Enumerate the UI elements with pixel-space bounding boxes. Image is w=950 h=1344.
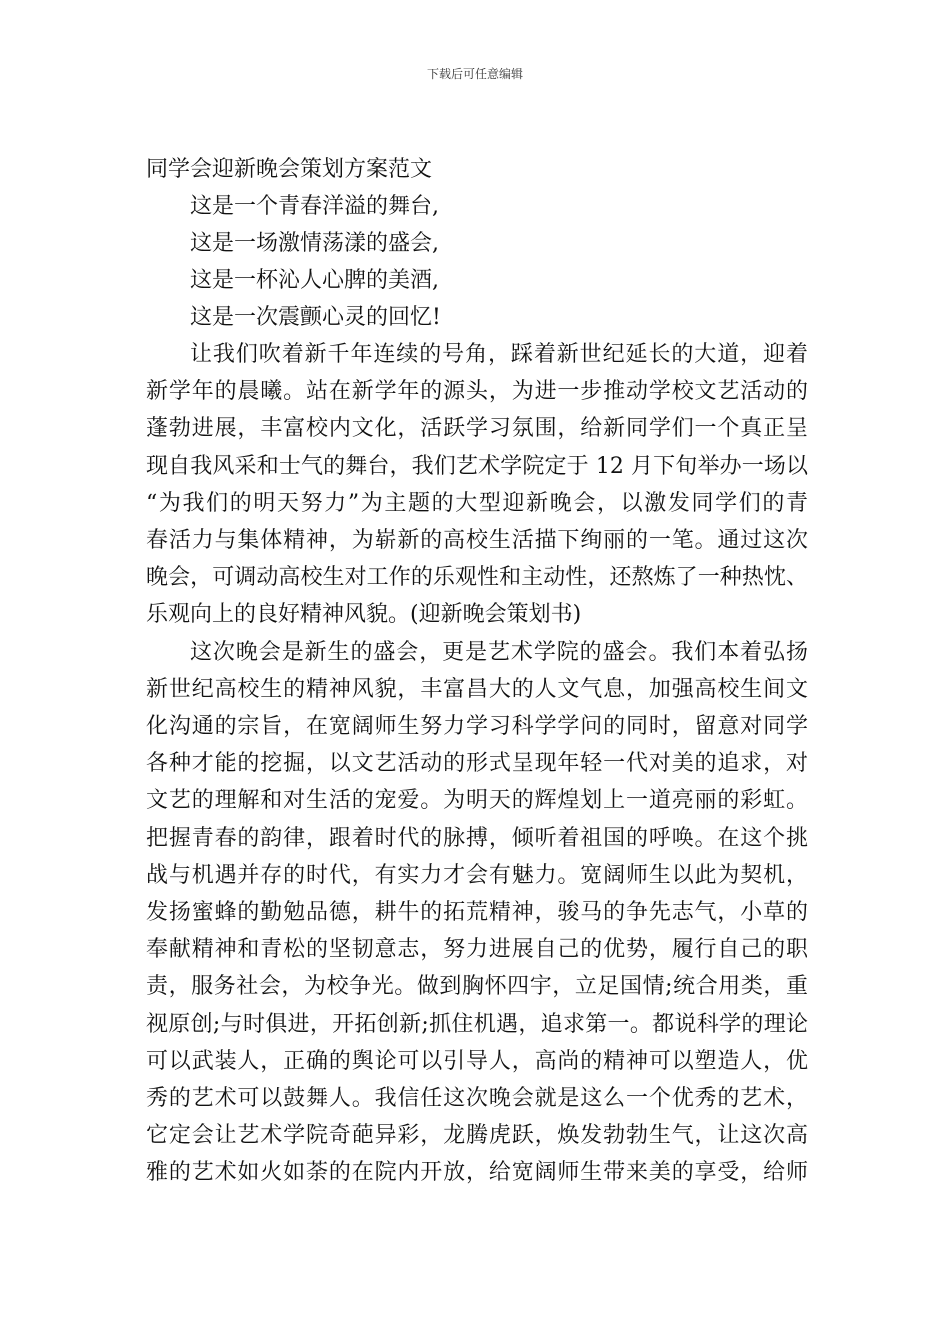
poem-line: 这是一次震颤心灵的回忆! [190,305,441,330]
paragraph-line: 这次晚会是新生的盛会，更是艺术学院的盛会。我们本着弘扬 [190,639,808,665]
paragraph-line: 让我们吹着新千年连续的号角，踩着新世纪延长的大道，迎着 [190,342,808,367]
paragraph-line: 晚会，可调动高校生对工作的乐观性和主动性，还熬炼了一种热忱、 [146,565,808,591]
paragraph-line: 可以武装人，正确的舆论可以引导人，高尚的精神可以塑造人，优 [146,1048,808,1074]
paragraph-line: 乐观向上的良好精神风貌。(迎新晚会策划书) [146,602,582,628]
poem-line: 这是一场激情荡漾的盛会, [190,231,439,256]
paragraph-intro [146,336,808,634]
paragraph-line: 新世纪高校生的精神风貌，丰富昌大的人文气息，加强高校生间文 [146,676,808,702]
paragraph-line: 秀的艺术可以鼓舞人。我信任这次晚会就是这么一个优秀的艺术， [146,1086,808,1112]
poem-line: 这是一个青春洋溢的舞台, [190,194,439,219]
paragraph-line: 它定会让艺术学院奇葩异彩，龙腾虎跃，焕发勃勃生气，让这次高 [146,1123,808,1149]
poem-block [146,188,808,336]
paragraph-line: 各种才能的挖掘，以文艺活动的形式呈现年轻一代对美的追求，对 [146,751,808,777]
document-content [146,151,808,1192]
paragraph-line: 雅的艺术如火如荼的在院内开放，给宽阔师生带来美的享受，给师 [146,1160,808,1186]
paragraph-line: 蓬勃进展，丰富校内文化，活跃学习氛围，给新同学们一个真正呈 [146,416,808,442]
paragraph-line: 发扬蜜蜂的勤勉品德，耕牛的拓荒精神，骏马的争先志气，小草的 [146,900,808,926]
paragraph-line: 奉献精神和青松的坚韧意志，努力进展自己的优势，履行自己的职 [146,937,808,963]
paragraph-line: 春活力与集体精神，为崭新的高校生活描下绚丽的一笔。通过这次 [146,528,808,554]
paragraph-main [146,634,808,1192]
header-note: 下载后可任意编辑 [426,67,523,81]
poem-line: 这是一杯沁人心脾的美酒, [190,268,439,293]
document-title: 同学会迎新晚会策划方案范文 [146,157,433,182]
paragraph-line: 文艺的理解和对生活的宠爱。为明天的辉煌划上一道亮丽的彩虹。 [146,788,808,814]
paragraph-line: 化沟通的宗旨，在宽阔师生努力学习科学学问的同时，留意对同学 [146,714,808,740]
paragraph-line: 现自我风采和士气的舞台，我们艺术学院定于 12 月下旬举办一场以 [146,453,808,479]
paragraph-line: 战与机遇并存的时代，有实力才会有魅力。宽阔师生以此为契机， [146,862,808,888]
paragraph-line: 责，服务社会，为校争光。做到胸怀四宇，立足国情;统合用类，重 [146,974,808,1000]
paragraph-line: 把握青春的韵律，跟着时代的脉搏，倾听着祖国的呼唤。在这个挑 [146,825,808,851]
paragraph-line: 视原创;与时俱进，开拓创新;抓住机遇，追求第一。都说科学的理论 [146,1011,808,1037]
paragraph-line: 新学年的晨曦。站在新学年的源头，为进一步推动学校文艺活动的 [146,379,808,405]
paragraph-line: “为我们的明天努力”为主题的大型迎新晚会，以激发同学们的青 [146,490,808,516]
